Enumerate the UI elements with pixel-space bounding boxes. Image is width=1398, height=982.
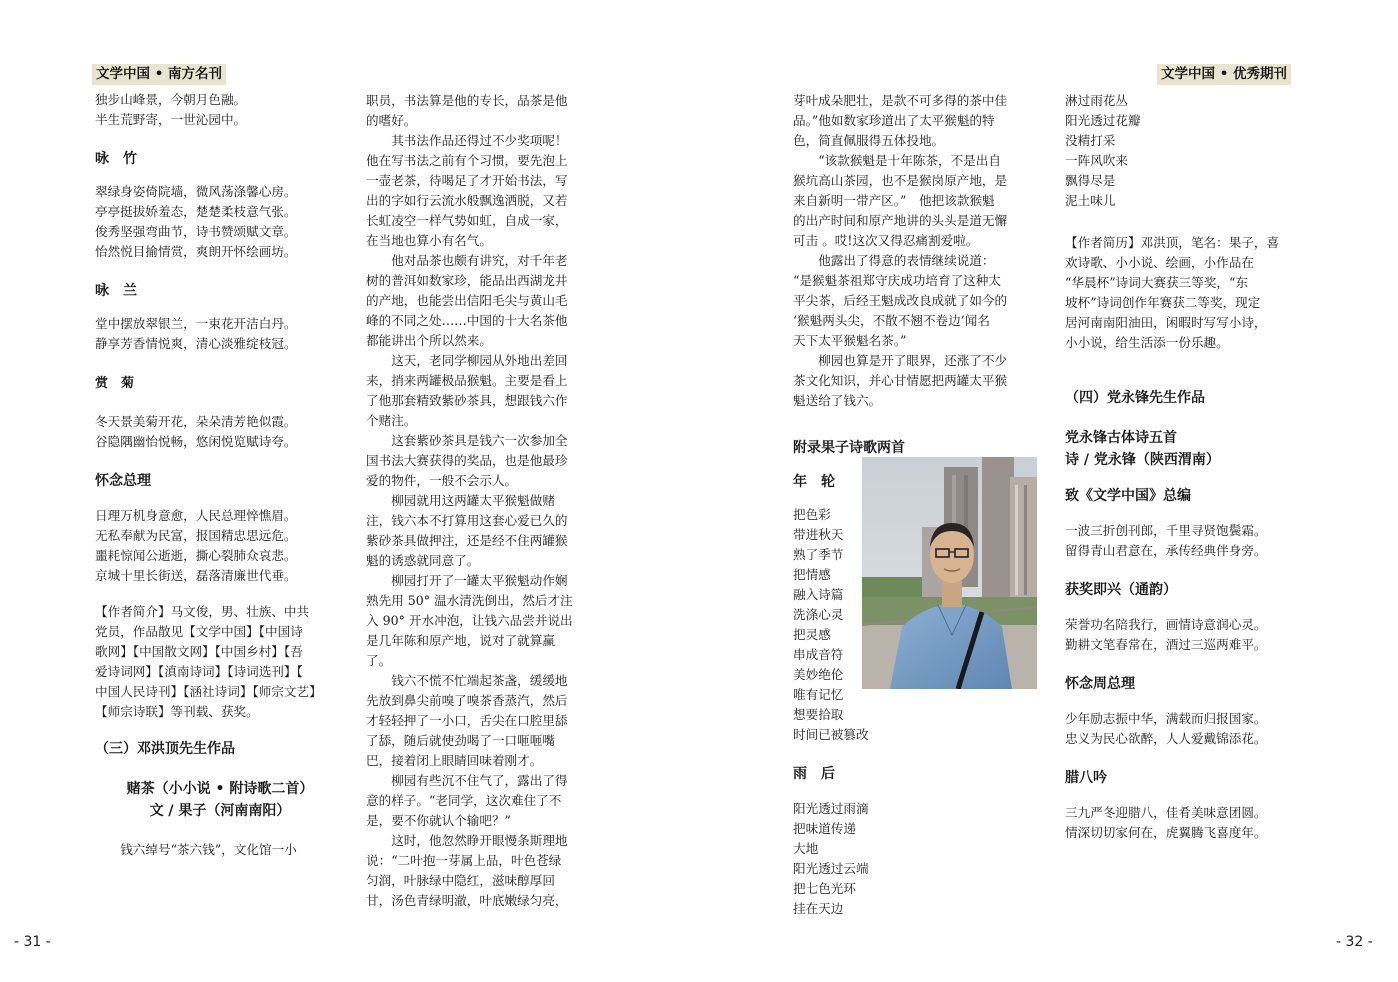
story-paragraph: 钱六绰号“茶六钱”，文化馆一小 — [120, 842, 297, 857]
intro-poem-line: 独步山峰景，今朝月色融。 — [95, 92, 247, 107]
poem-line: 一阵风吹来 — [1065, 153, 1128, 168]
story-line: 才轻轻押了一小口，舌尖在口腔里舔 — [366, 713, 568, 728]
poem-line: 把情感 — [793, 567, 831, 582]
poem-body — [793, 799, 1043, 919]
story-line: 了舔，随后就使劲喝了一口咂咂嘴 — [366, 733, 555, 748]
poem-line: 阳光透过雨滴 — [793, 801, 869, 816]
story-line: 了他那套精致紫砂茶具，想跟钱六作 — [366, 393, 568, 408]
left-column-1 — [95, 90, 345, 860]
poem-line: 荣誉功名陪我行，画情诗意润心灵。 — [1065, 617, 1267, 632]
poem-line: 阳光透过花瓣 — [1065, 113, 1141, 128]
poem-line: 淋过雨花丛 — [1065, 93, 1128, 108]
story-line: 是，要不你就认个输吧？” — [366, 813, 511, 828]
collection-title: 党永锋古体诗五首 — [1065, 430, 1177, 446]
story-line: 魁送给了钱六。 — [793, 393, 882, 408]
bio-line: 居河南南阳油田，闲暇时写写小诗， — [1065, 315, 1267, 330]
poem-line: 谷隐隅幽怡悦畅，悠闲悦览赋诗夸。 — [95, 434, 297, 449]
story-line: 个赌注。 — [366, 413, 417, 428]
story-line: 甘，汤色青绿明澈，叶底嫩绿匀亮， — [366, 893, 568, 908]
poem-body — [1065, 709, 1305, 749]
left-page-header: 文学中国 • 南方名刊 — [92, 64, 226, 85]
poem-line: 飘得尽是 — [1065, 173, 1116, 188]
poem-line: 阳光透过云端 — [793, 861, 869, 876]
poem-title: 获奖即兴（通韵） — [1065, 582, 1177, 598]
story-line: 来自新明一带产区。” 他把该款猴魁 — [793, 193, 995, 208]
story-line: 长虹凌空一样气势如虹，自成一家， — [366, 213, 568, 228]
poem-line: 带进秋天 — [793, 527, 844, 542]
story-line: 这套紫砂茶具是钱六一次参加全 — [366, 433, 568, 448]
poem-body — [1065, 91, 1305, 211]
right-column-2 — [1065, 91, 1305, 843]
poem-body — [95, 506, 345, 586]
poem-line: 一波三折创刊郎，千里寻贤饱鬓霜。 — [1065, 523, 1267, 538]
story-line: 峰的不同之处……中国的十大名茶他 — [366, 313, 568, 328]
poem-line: 勤耕文笔春常在，酒过三巡两难平。 — [1065, 637, 1267, 652]
story-line: 天下太平猴魁名茶。” — [793, 333, 907, 348]
poem-line: 翠绿身姿倚院墙，微风荡涤馨心房。 — [95, 184, 297, 199]
story-line: 魁的诱惑就同意了。 — [366, 553, 480, 568]
poem-line: 把色彩 — [793, 507, 831, 522]
section-title: （四）党永锋先生作品 — [1065, 390, 1205, 406]
story-line: “是猴魁茶祖郑守庆成功培育了这种太 — [793, 273, 1001, 288]
poem-title: 年 轮 — [793, 474, 835, 490]
poem-line: 情深切切家何在，虎翼腾飞喜度年。 — [1065, 825, 1267, 840]
author-photo — [862, 457, 1037, 689]
right-page-header: 文学中国 • 优秀期刊 — [1157, 64, 1291, 85]
story-line: 其书法作品还得过不少奖项呢！ — [366, 133, 568, 148]
story-line: 树的普洱如数家珍，能品出西湖龙井 — [366, 273, 568, 288]
poem-line: 大地 — [793, 841, 819, 856]
bio-line: 爱诗词网】【滇南诗词】【诗词选刊】【 — [95, 664, 303, 679]
poem-line: 把七色光环 — [793, 881, 856, 896]
story-line: 先放到鼻尖前嗅了嗅茶香蒸汽，然后 — [366, 693, 568, 708]
story-line: 是几年陈和原产地，说对了就算赢 — [366, 633, 555, 648]
poem-body — [95, 182, 345, 262]
page-number-right: - 32 - — [1336, 934, 1373, 950]
story-line: 钱六不慌不忙端起茶盏，缓缓地 — [366, 673, 568, 688]
author-bio — [95, 602, 345, 722]
section-title: （三）邓洪顶先生作品 — [95, 741, 235, 757]
story-line: 柳园就用这两罐太平猴魁做赌 — [366, 493, 555, 508]
poem-line: 美妙绝伦 — [793, 667, 844, 682]
story-line: 这天，老同学柳园从外地出差回 — [366, 353, 568, 368]
page-number-left: - 31 - — [14, 934, 51, 950]
story-line: 品。”他如数家珍道出了太平猴魁的特 — [793, 113, 995, 128]
story-line: 柳园也算是开了眼界，还涨了不少 — [793, 353, 1008, 368]
author-photo-image — [862, 457, 1037, 689]
story-line: 一壶老茶，待喝足了才开始书法，写 — [366, 173, 568, 188]
poem-title: 致《文学中国》总编 — [1065, 488, 1191, 504]
story-line: 的嗜好。 — [366, 113, 417, 128]
story-line: 意的样子。“老同学，这次难住了不 — [366, 793, 562, 808]
story-line: 国书法大赛获得的奖品，也是他最珍 — [366, 453, 568, 468]
poem-title: 怀念周总理 — [1065, 676, 1135, 692]
story-author: 文 / 果子（河南南阳） — [149, 803, 291, 819]
story-title: 赌茶（小小说 • 附诗歌二首） — [126, 781, 314, 797]
poem-line: 京城十里长街送，磊落清廉世代垂。 — [95, 568, 297, 583]
bio-line: 中国人民诗刊】【涵社诗词】【师宗文艺】 — [95, 684, 322, 699]
story-line: 色，简直佩服得五体投地。 — [793, 133, 945, 148]
poem-title: 咏 竹 — [95, 151, 137, 167]
story-line: 爱的物件，一般不会示人。 — [366, 473, 518, 488]
poem-line: 静享芳香情悦爽，清心淡雅绽枝冠。 — [95, 336, 297, 351]
story-line: 他露出了得意的表情继续说道： — [793, 253, 995, 268]
poem-line: 亭亭挺拔娇羞态，楚楚柔枝意气张。 — [95, 204, 297, 219]
story-line: 都能讲出个所以然来。 — [366, 333, 492, 348]
story-line: 柳园打开了一罐太平猴魁动作娴 — [366, 573, 568, 588]
intro-poem-line: 半生荒野寄，一世沁园中。 — [95, 112, 247, 127]
bio-line: 坡杯”诗词创作年赛获二等奖，现定 — [1065, 295, 1261, 310]
poem-line: 日理万机身意愈，人民总理悴憔眉。 — [95, 508, 297, 523]
story-line: 他在写书法之前有个习惯，要先泡上 — [366, 153, 568, 168]
appendix-title: 附录果子诗歌两首 — [793, 440, 905, 456]
poem-title: 咏 兰 — [95, 283, 137, 299]
story-line: 他对品茶也颇有讲究，对千年老 — [366, 253, 568, 268]
poem-line: 挂在天边 — [793, 901, 844, 916]
story-line: 了。 — [366, 653, 392, 668]
poem-body — [95, 314, 345, 354]
collection-author: 诗 / 党永锋（陕西渭南） — [1065, 452, 1220, 468]
poem-line: 堂中摆放翠银兰，一束花开洁白丹。 — [95, 316, 297, 331]
story-line: ‘猴魁两头尖，不散不翘不卷边’闻名 — [793, 313, 990, 328]
poem-line: 想要拾取 — [793, 707, 844, 722]
story-line: 芽叶成朵肥壮，是款不可多得的茶中佳 — [793, 93, 1008, 108]
poem-line: 三九严冬迎腊八，佳肴美味意团圆。 — [1065, 805, 1267, 820]
story-line: 猴坑高山茶园，也不是猴岗原产地，是 — [793, 173, 1008, 188]
poem-title: 雨 后 — [793, 766, 835, 782]
story-line: 入 90° 开水冲泡，让钱六品尝并说出 — [366, 613, 573, 628]
poem-line: 少年励志振中华，满载而归报国家。 — [1065, 711, 1267, 726]
poem-line: 留得青山君意在，承传经典伴身旁。 — [1065, 543, 1267, 558]
story-line: 职员，书法算是他的专长，品茶是他 — [366, 93, 568, 108]
poem-title: 怀念总理 — [95, 473, 151, 489]
story-line: “该款猴魁是十年陈茶，不是出自 — [793, 153, 1001, 168]
bio-line: 【作者简介】马文俊，男、壮族、中共 — [95, 604, 310, 619]
poem-line: 怡然悦目揄情赏，爽朗开怀绘画坊。 — [95, 244, 297, 259]
poem-body — [1065, 521, 1305, 561]
poem-line: 俊秀坚强弯曲节，诗书赞颂赋文章。 — [95, 224, 297, 239]
story-line: 匀润，叶脉绿中隐红，滋味醇厚回 — [366, 873, 555, 888]
poem-line: 融入诗篇 — [793, 587, 844, 602]
story-line: 柳园有些沉不住气了，露出了得 — [366, 773, 568, 788]
story-line: 出的字如行云流水般飘逸洒脱，又若 — [366, 193, 568, 208]
author-bio — [1065, 233, 1305, 353]
story-line: 可击 。哎!这次又得忍痛割爱啦。 — [793, 233, 979, 248]
poem-line: 时间已被篡改 — [793, 727, 869, 742]
story-line: 茶文化知识，并心甘情愿把两罐太平猴 — [793, 373, 1008, 388]
bio-line: 【作者简历】邓洪顶，笔名：果子，喜 — [1065, 235, 1280, 250]
poem-body — [1065, 803, 1305, 843]
poem-line: 串成音符 — [793, 647, 844, 662]
poem-line: 噩耗惊闻公逝逝，撕心裂肺众哀悲。 — [95, 548, 297, 563]
poem-body — [1065, 615, 1305, 655]
poem-line: 把灵感 — [793, 627, 831, 642]
story-line: 的出产时间和原产地讲的头头是道无懈 — [793, 213, 1008, 228]
bio-line: 党员，作品散见【文学中国】【中国诗 — [95, 624, 303, 639]
poem-line: 唯有记忆 — [793, 687, 844, 702]
bio-line: 【师宗诗联】等刊载、获奖。 — [95, 704, 259, 719]
bio-line: “华晨杯”诗词大赛获三等奖，“东 — [1065, 275, 1249, 290]
story-line: 这时，他忽然睁开眼慢条斯理地 — [366, 833, 568, 848]
story-line: 注，钱六本不打算用这套心爱已久的 — [366, 513, 568, 528]
poem-line: 忠义为民心欲醉，人人爱戴锦添花。 — [1065, 731, 1267, 746]
poem-line: 洗涤心灵 — [793, 607, 844, 622]
left-column-2 — [366, 91, 608, 911]
story-line: 的产地，也能尝出信阳毛尖与黄山毛 — [366, 293, 568, 308]
poem-title: 腊八吟 — [1065, 770, 1107, 786]
story-line: 紫砂茶具做押注，还是经不住两罐猴 — [366, 533, 568, 548]
poem-body — [95, 412, 345, 452]
poem-line: 熟了季节 — [793, 547, 844, 562]
story-line: 巴，接着闭上眼睛回味着刚才。 — [366, 753, 543, 768]
story-line: 熟先用 50° 温水清洗倒出，然后才注 — [366, 593, 573, 608]
story-line: 说：“二叶抱一芽属上品，叶色苍绿 — [366, 853, 562, 868]
poem-line: 无私奉献为民富，报国精忠思远危。 — [95, 528, 297, 543]
bio-line: 欢诗歌、小小说、绘画，小作品在 — [1065, 255, 1254, 270]
bio-line: 歌网】【中国散文网】【中国乡村】【吾 — [95, 644, 303, 659]
poem-line: 把味道传递 — [793, 821, 856, 836]
story-line: 平尖茶，后经王魁成改良成就了如今的 — [793, 293, 1008, 308]
poem-line: 没精打采 — [1065, 133, 1116, 148]
story-line: 来，捎来两罐极品猴魁。主要是看上 — [366, 373, 568, 388]
story-line: 在当地也算小有名气。 — [366, 233, 492, 248]
bio-line: 小小说，给生活添一份乐趣。 — [1065, 335, 1229, 350]
poem-line: 冬天景美菊开花，朵朵清芳艳似霞。 — [95, 414, 297, 429]
poem-title: 赏 菊 — [95, 376, 135, 391]
poem-line: 泥土味儿 — [1065, 193, 1116, 208]
